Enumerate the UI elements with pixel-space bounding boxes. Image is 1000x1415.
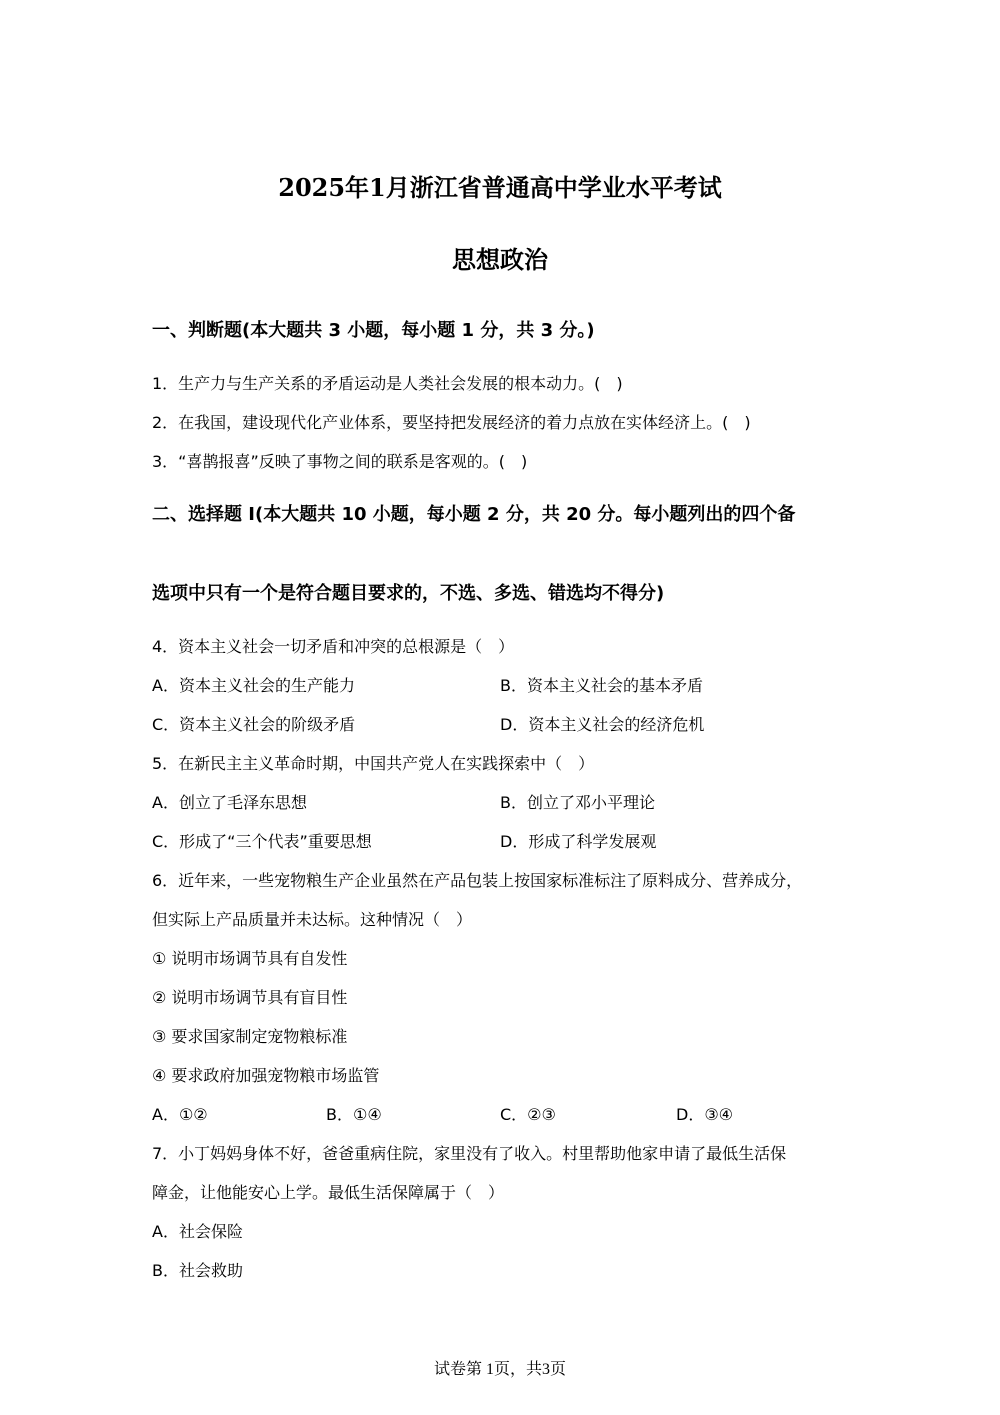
question-7-option-a: A．社会保险 xyxy=(152,1222,243,1241)
question-7-stem-line2: 障金，让他能安心上学。最低生活保障属于（ ） xyxy=(152,1183,505,1202)
question-5-option-b: B．创立了邓小平理论 xyxy=(500,793,655,812)
question-4-option-a: A．资本主义社会的生产能力 xyxy=(152,676,355,695)
question-4-option-c: C．资本主义社会的阶级矛盾 xyxy=(152,715,356,734)
question-6-item-4: ④ 要求政府加强宠物粮市场监管 xyxy=(152,1066,380,1085)
question-5-option-d: D．形成了科学发展观 xyxy=(500,832,657,851)
question-6-item-3: ③ 要求国家制定宠物粮标准 xyxy=(152,1027,348,1046)
question-4-stem: 4．资本主义社会一切矛盾和冲突的总根源是（ ） xyxy=(152,637,515,656)
question-4-option-b: B．资本主义社会的基本矛盾 xyxy=(500,676,703,695)
page-footer: 试卷第 1页，共3页 xyxy=(433,1361,566,1378)
question-5-option-a: A．创立了毛泽东思想 xyxy=(152,793,307,812)
question-6-stem-line2: 但实际上产品质量并未达标。这种情况（ ） xyxy=(152,910,473,929)
section2-heading-line1: 二、选择题 I(本大题共 10 小题，每小题 2 分，共 20 分。每小题列出的四个备 xyxy=(152,504,796,525)
question-7-option-b: B．社会救助 xyxy=(152,1261,243,1280)
question-2: 2．在我国，建设现代化产业体系，要坚持把发展经济的着力点放在实体经济上。( ) xyxy=(152,413,751,432)
section2-heading-line2: 选项中只有一个是符合题目要求的，不选、多选、错选均不得分) xyxy=(152,583,665,604)
question-6-option-b: B．①④ xyxy=(326,1105,382,1124)
question-3: 3．“喜鹊报喜”反映了事物之间的联系是客观的。( ) xyxy=(152,452,528,471)
question-7-stem-line1: 7．小丁妈妈身体不好，爸爸重病住院，家里没有了收入。村里帮助他家申请了最低生活保 xyxy=(152,1144,787,1163)
section1-heading: 一、判断题(本大题共 3 小题，每小题 1 分，共 3 分。) xyxy=(152,320,595,341)
question-5-option-c: C．形成了“三个代表”重要思想 xyxy=(152,832,372,851)
question-6-item-1: ① 说明市场调节具有自发性 xyxy=(152,949,348,968)
question-4-option-d: D．资本主义社会的经济危机 xyxy=(500,715,705,734)
question-6-stem-line1: 6．近年来，一些宠物粮生产企业虽然在产品包装上按国家标准标注了原料成分、营养成分， xyxy=(152,871,803,890)
question-5-stem: 5．在新民主主义革命时期，中国共产党人在实践探索中（ ） xyxy=(152,754,595,773)
exam-title: 2025年1月浙江省普通高中学业水平考试 xyxy=(278,173,722,202)
question-6-option-d: D．③④ xyxy=(676,1105,734,1124)
question-6-option-a: A．①② xyxy=(152,1105,208,1124)
question-6-option-c: C．②③ xyxy=(500,1105,556,1124)
exam-subject: 思想政治 xyxy=(452,245,548,274)
question-6-item-2: ② 说明市场调节具有盲目性 xyxy=(152,988,348,1007)
question-1: 1．生产力与生产关系的矛盾运动是人类社会发展的根本动力。( ) xyxy=(152,374,623,393)
